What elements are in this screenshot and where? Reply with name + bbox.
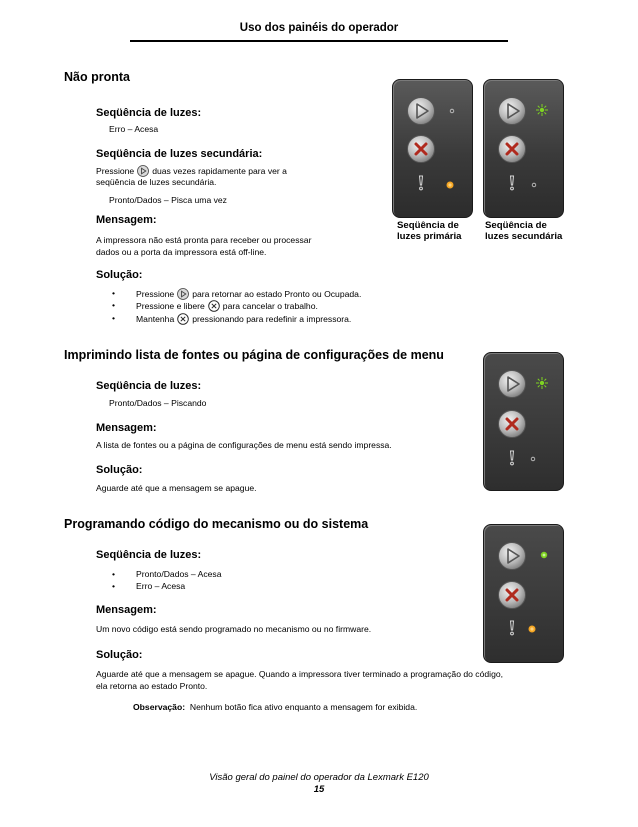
error-led-off: [530, 456, 536, 462]
secondary-sequence-instruction-2: seqüência de luzes secundária.: [96, 177, 217, 187]
go-icon: [177, 288, 189, 300]
light-sequence-value: Erro – Acesa: [109, 124, 159, 134]
solution-text: Aguarde até que a mensagem se apague.: [96, 483, 257, 493]
light-sequence-label: Seqüência de luzes:: [96, 549, 202, 561]
secondary-text-b: duas vezes rapidamente para ver a: [152, 166, 287, 176]
operator-panel-secondary: [483, 79, 564, 218]
light-bullet-1-text: Pronto/Dados – Acesa: [136, 569, 222, 579]
cancel-icon: [208, 300, 220, 312]
light-sequence-bullet-1: • Pronto/Dados – Acesa: [112, 569, 222, 579]
header-divider: [130, 40, 508, 42]
caption-primary: [397, 220, 462, 242]
ready-led-blinking: [535, 376, 549, 390]
solution-bullet-3: • Mantenha pressionando para redefinir a impressora.: [112, 313, 352, 324]
page-number: 15: [313, 784, 325, 795]
go-button-icon: [497, 96, 527, 126]
solution-bullet-2: • Pressione e libere para cancelar o trabalho.: [112, 300, 318, 311]
operator-panel-printing: [483, 352, 564, 491]
operator-panel-primary: [392, 79, 473, 218]
ready-led-blinking: [535, 103, 549, 117]
cancel-button-icon: [497, 409, 527, 439]
secondary-sequence-value: Pronto/Dados – Pisca uma vez: [109, 195, 227, 205]
message-label: Mensagem:: [96, 422, 157, 434]
caption-secondary-line-1: Seqüência de: [485, 220, 547, 231]
caption-primary-line-1: Seqüência de: [397, 220, 459, 231]
note-label: Observação:: [133, 702, 186, 712]
solution-bullet-1: • Pressione para retornar ao estado Pronto ou Ocupada.: [112, 288, 362, 299]
ready-led-on: [539, 550, 549, 560]
message-line-1: A impressora não está pronta para receber ou processar: [96, 235, 312, 245]
caption-secondary-line-2: luzes secundária: [485, 231, 563, 242]
message-label: Mensagem:: [96, 604, 157, 616]
solution-line-1: Aguarde até que a mensagem se apague. Quando a impressora tiver terminado a programação do código,: [96, 669, 504, 679]
bullet-3-text-a: Mantenha: [136, 314, 175, 324]
secondary-sequence-instruction: [96, 165, 287, 178]
note: [133, 702, 417, 714]
error-led-off: [531, 182, 537, 188]
error-led-on: [445, 180, 455, 190]
go-icon: [137, 165, 149, 177]
solution-label: Solução:: [96, 464, 143, 476]
footer-title: Visão geral do painel do operador da Lexmark E120: [209, 772, 429, 783]
caption-secondary: [485, 220, 562, 242]
cancel-icon: [177, 313, 189, 325]
secondary-sequence-label: Seqüência de luzes secundária:: [96, 148, 263, 160]
error-warning-icon: [507, 450, 517, 466]
error-led-on: [527, 624, 537, 634]
message-label: Mensagem:: [96, 214, 157, 226]
section-title-printing-list: Imprimindo lista de fontes ou página de configurações de menu: [64, 348, 444, 362]
go-button-icon: [406, 96, 436, 126]
bullet-2-text-b: para cancelar o trabalho.: [222, 301, 318, 311]
cancel-button-icon: [497, 134, 527, 164]
message-line-2: dados ou a porta da impressora está off-line.: [96, 247, 267, 257]
bullet-3-text-b: pressionando para redefinir a impressora.: [192, 314, 352, 324]
note-text: Nenhum botão fica ativo enquanto a mensagem for exibida.: [189, 702, 418, 712]
solution-label: Solução:: [96, 269, 143, 281]
section-title-not-ready: Não pronta: [64, 70, 130, 84]
light-sequence-bullet-2: • Erro – Acesa: [112, 581, 186, 591]
light-sequence-label: Seqüência de luzes:: [96, 380, 202, 392]
solution-line-2: ela retorna ao estado Pronto.: [96, 681, 208, 691]
operator-panel-programming: [483, 524, 564, 663]
light-bullet-2-text: Erro – Acesa: [136, 581, 186, 591]
message-text: A lista de fontes ou a página de configurações de menu está sendo impressa.: [96, 440, 392, 450]
go-button-icon: [497, 369, 527, 399]
go-button-icon: [497, 541, 527, 571]
light-sequence-label: Seqüência de luzes:: [96, 107, 202, 119]
cancel-button-icon: [406, 134, 436, 164]
error-warning-icon: [416, 175, 426, 191]
secondary-text-a: Pressione: [96, 166, 135, 176]
error-warning-icon: [507, 175, 517, 191]
page-header-title: Uso dos painéis do operador: [239, 22, 399, 34]
caption-primary-line-2: luzes primária: [397, 231, 462, 242]
bullet-1-text-b: para retornar ao estado Pronto ou Ocupada.: [192, 289, 362, 299]
bullet-1-text-a: Pressione: [136, 289, 175, 299]
error-warning-icon: [507, 620, 517, 636]
section-title-programming: Programando código do mecanismo ou do sistema: [64, 517, 369, 531]
bullet-2-text-a: Pressione e libere: [136, 301, 205, 311]
cancel-button-icon: [497, 580, 527, 610]
message-text: Um novo código está sendo programado no mecanismo ou no firmware.: [96, 624, 372, 634]
ready-led-off: [449, 108, 455, 114]
solution-label: Solução:: [96, 649, 143, 661]
light-sequence-value: Pronto/Dados – Piscando: [109, 398, 207, 408]
